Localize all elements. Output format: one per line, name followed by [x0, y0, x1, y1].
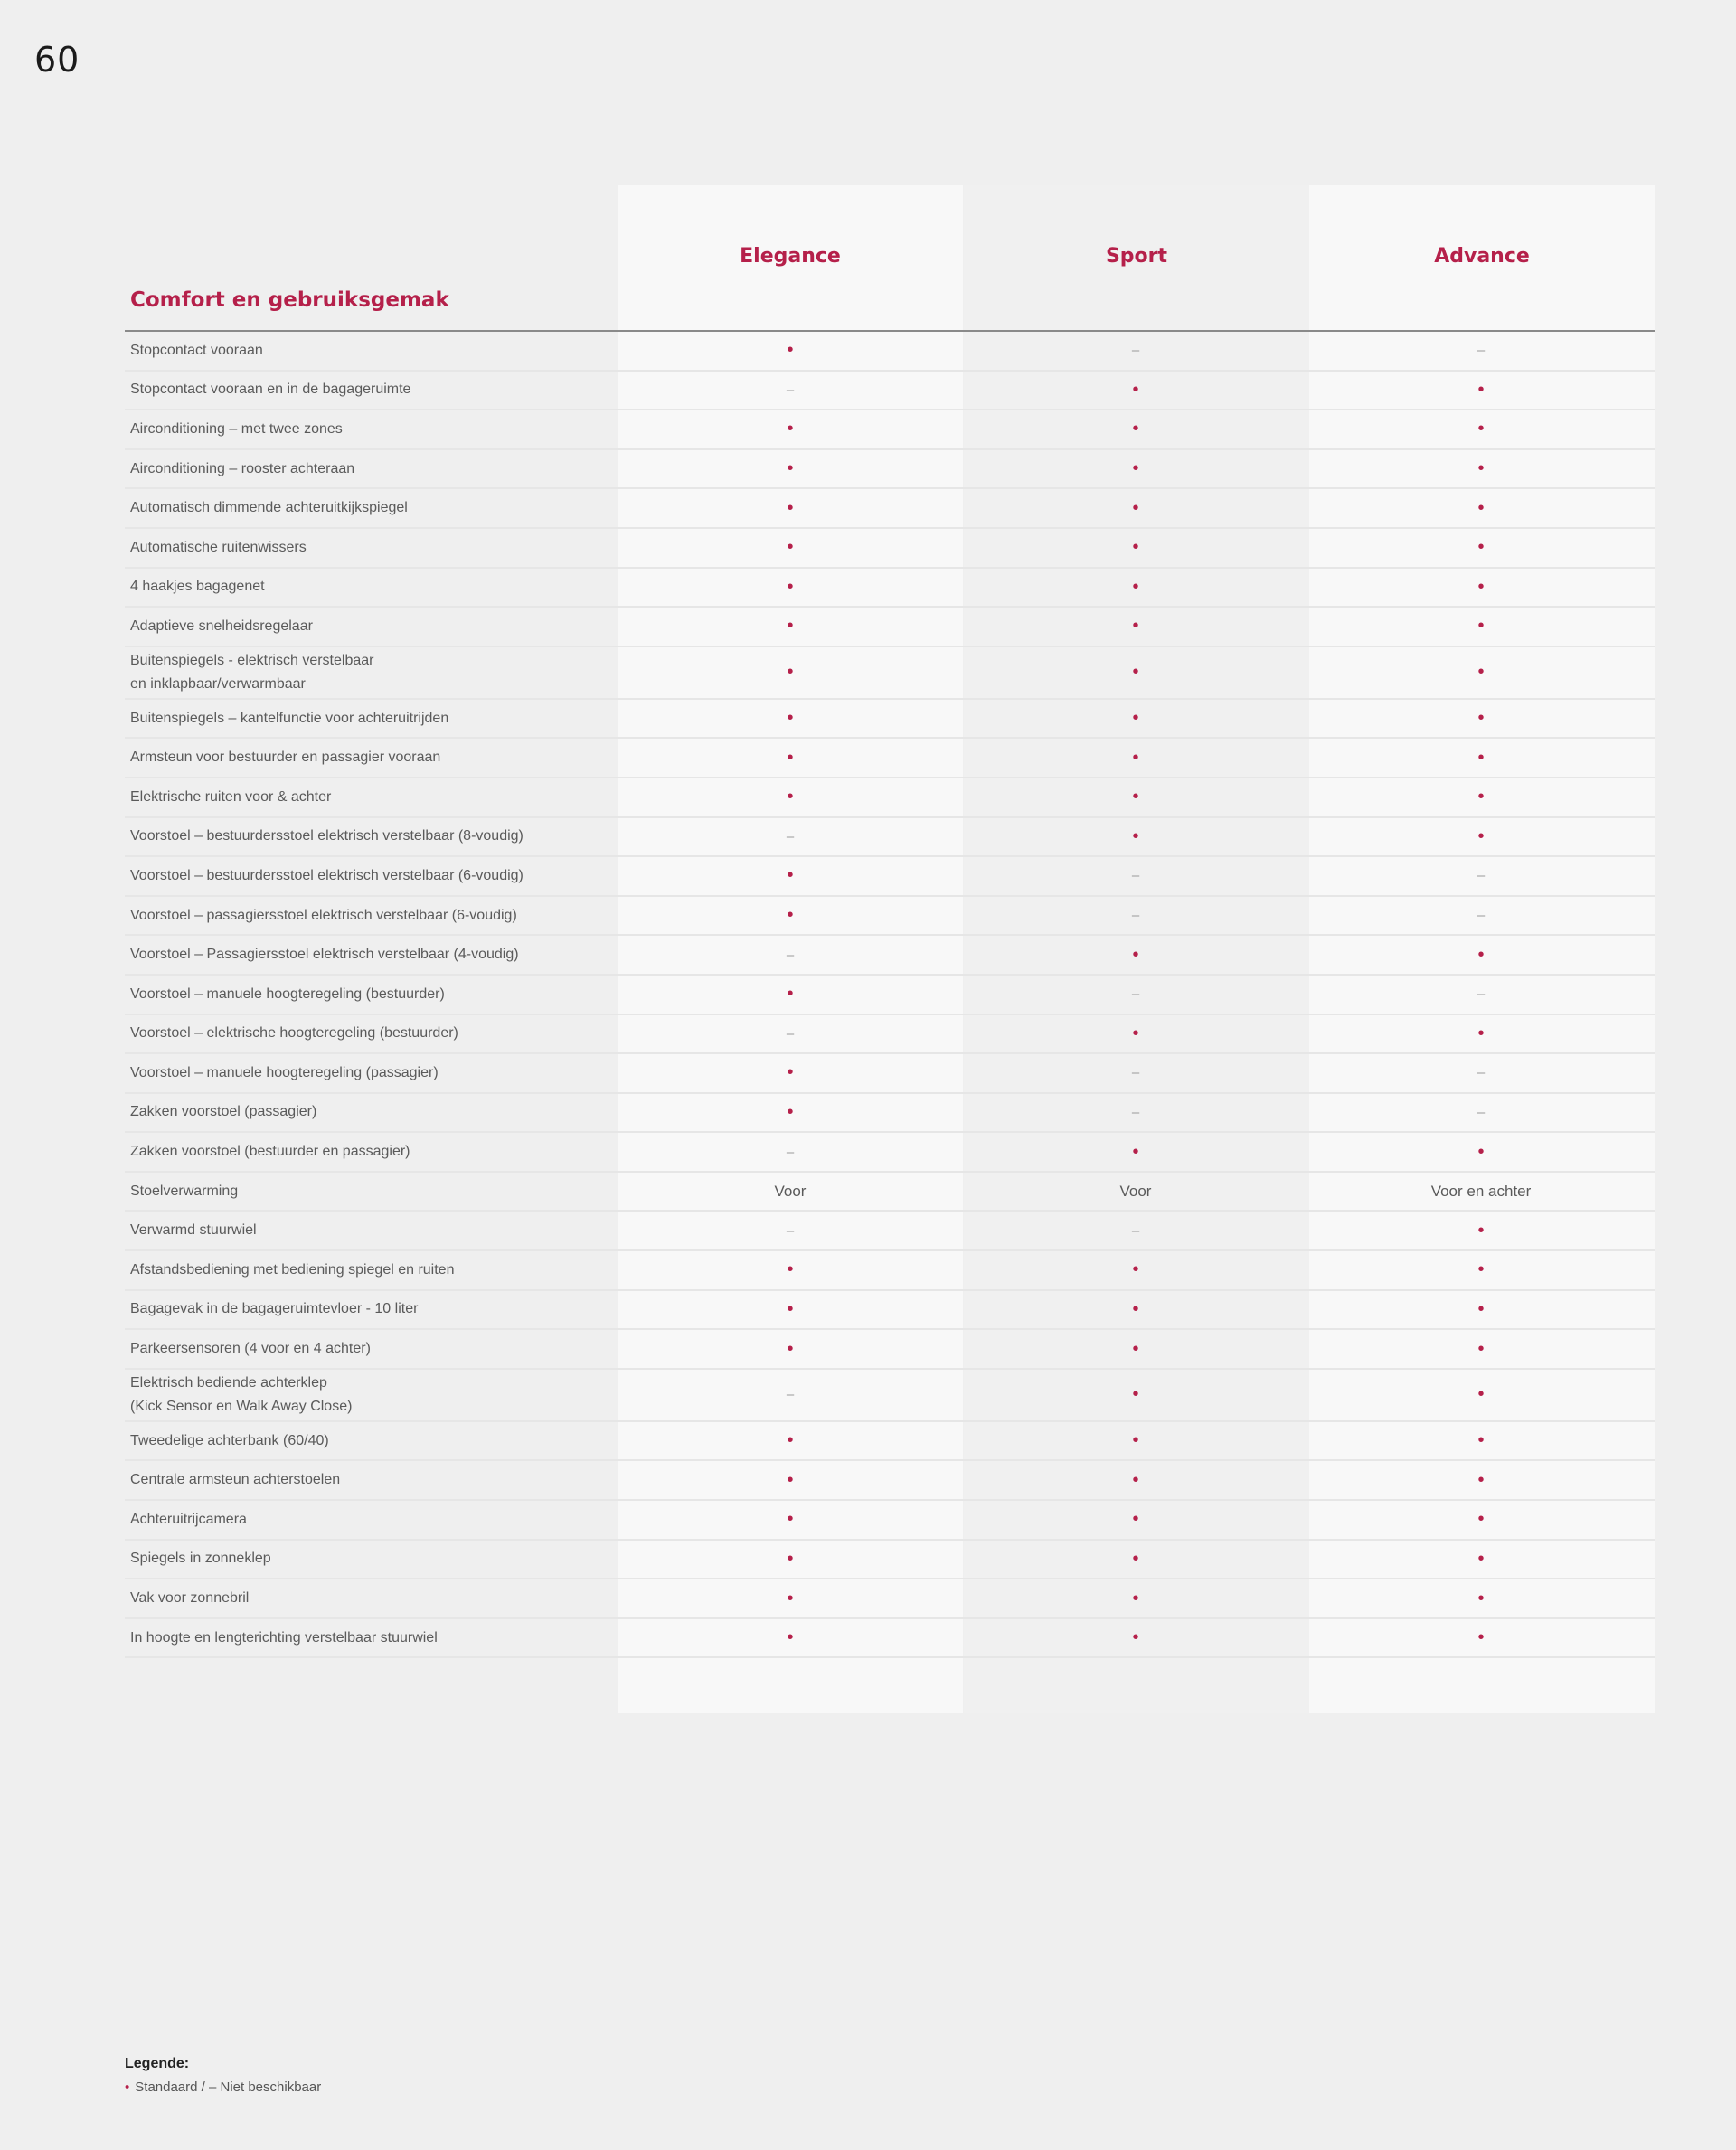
feature-label-line: Armsteun voor bestuurder en passagier vooraan — [130, 750, 441, 766]
table-row — [125, 739, 1655, 778]
cell-elegance: • — [787, 865, 794, 886]
trim-header-elegance: Elegance — [740, 245, 841, 268]
cell-advance: • — [1477, 662, 1485, 683]
feature-label — [125, 1429, 618, 1453]
trim-header-sport: Sport — [1105, 245, 1168, 268]
cell-elegance: • — [787, 497, 794, 518]
cell-advance: • — [1477, 1141, 1485, 1162]
table-row — [125, 1330, 1655, 1370]
cell-advance: • — [1477, 1469, 1485, 1490]
cell-advance: • — [1477, 708, 1485, 729]
cell-elegance: • — [787, 1101, 794, 1122]
cell-elegance: • — [787, 458, 794, 479]
table-row — [125, 647, 1655, 700]
cell-advance: • — [1477, 419, 1485, 439]
cell-elegance: – — [786, 828, 795, 844]
table-row — [125, 818, 1655, 858]
trim-header-advance: Advance — [1434, 245, 1530, 268]
feature-label-line: Airconditioning – rooster achteraan — [130, 460, 355, 476]
feature-label-line: Zakken voorstoel (bestuurder en passagier) — [130, 1144, 410, 1160]
table-row — [125, 410, 1655, 450]
cell-sport: – — [1131, 1065, 1140, 1081]
cell-elegance: – — [786, 1144, 795, 1160]
table-row — [125, 1094, 1655, 1134]
cell-sport: • — [1132, 537, 1139, 558]
table-row — [125, 608, 1655, 647]
feature-label-line: Bagagevak in de bagageruimtevloer - 10 liter — [130, 1301, 419, 1317]
table-row — [125, 1370, 1655, 1422]
cell-advance: – — [1477, 868, 1486, 884]
cell-sport: – — [1131, 1104, 1140, 1120]
cell-sport: • — [1132, 1384, 1139, 1405]
feature-label — [125, 339, 618, 363]
cell-advance: • — [1477, 1023, 1485, 1043]
feature-label — [125, 1547, 618, 1570]
table-body — [125, 332, 1655, 1658]
cell-advance: • — [1477, 1430, 1485, 1451]
legend-title: Legende: — [125, 2056, 190, 2071]
feature-label-line: Buitenspiegels - elektrisch verstelbaar — [130, 652, 374, 668]
cell-sport: Voor — [1119, 1182, 1152, 1200]
feature-label-line: Voorstoel – bestuurdersstoel elektrisch verstelbaar (8-voudig) — [130, 828, 524, 844]
feature-label-line: Voorstoel – bestuurdersstoel elektrisch verstelbaar (6-voudig) — [130, 867, 524, 883]
cell-elegance: – — [786, 382, 795, 398]
cell-elegance: • — [787, 1469, 794, 1490]
feature-label — [125, 1180, 618, 1203]
feature-label-line: Afstandsbediening met bediening spiegel en ruiten — [130, 1261, 455, 1278]
table-row — [125, 897, 1655, 937]
feature-label-line: en inklapbaar/verwarmbaar — [130, 675, 306, 692]
table-row — [125, 1541, 1655, 1580]
feature-label-line: Vak voor zonnebril — [130, 1590, 250, 1607]
feature-label — [125, 746, 618, 769]
standard-dot-icon: • — [125, 2079, 130, 2095]
cell-sport: • — [1132, 1588, 1139, 1608]
feature-label — [125, 457, 618, 481]
feature-label — [125, 825, 618, 848]
table-row — [125, 569, 1655, 608]
cell-elegance: • — [787, 1627, 794, 1648]
table-row — [125, 1054, 1655, 1094]
cell-advance: • — [1477, 1384, 1485, 1405]
table-row — [125, 778, 1655, 818]
feature-label-line: Parkeersensoren (4 voor en 4 achter) — [130, 1341, 371, 1357]
cell-advance: • — [1477, 497, 1485, 518]
cell-elegance: • — [787, 616, 794, 637]
cell-sport: • — [1132, 458, 1139, 479]
table-row — [125, 1133, 1655, 1173]
cell-elegance: • — [787, 537, 794, 558]
cell-elegance: • — [787, 1548, 794, 1569]
feature-label-line: Centrale armsteun achterstoelen — [130, 1472, 341, 1488]
cell-elegance: • — [787, 419, 794, 439]
cell-elegance: – — [786, 947, 795, 963]
cell-elegance: • — [787, 787, 794, 807]
cell-elegance: • — [787, 1430, 794, 1451]
feature-label — [125, 707, 618, 731]
feature-label — [125, 943, 618, 967]
cell-advance: – — [1477, 908, 1486, 924]
table-row — [125, 372, 1655, 411]
legend-text: Standaard / – Niet beschikbaar — [135, 2079, 322, 2095]
table-row — [125, 700, 1655, 740]
feature-label-line: Voorstoel – Passagiersstoel elektrisch verstelbaar (4-voudig) — [130, 947, 519, 963]
cell-advance: • — [1477, 747, 1485, 768]
feature-label — [125, 864, 618, 888]
feature-label-line: Achteruitrijcamera — [130, 1511, 247, 1527]
cell-advance: • — [1477, 616, 1485, 637]
cell-elegance: Voor — [774, 1182, 807, 1200]
page-number: 60 — [34, 40, 80, 80]
cell-elegance: – — [786, 1222, 795, 1239]
feature-label-line: Voorstoel – elektrische hoogteregeling (bestuurder) — [130, 1025, 458, 1042]
feature-label — [125, 1061, 618, 1085]
table-row — [125, 936, 1655, 976]
feature-label — [125, 575, 618, 599]
cell-advance: • — [1477, 1588, 1485, 1608]
feature-label-line: Stoelverwarming — [130, 1183, 239, 1199]
cell-elegance: • — [787, 662, 794, 683]
feature-label — [125, 1219, 618, 1242]
cell-advance: • — [1477, 1509, 1485, 1530]
feature-label-line: Tweedelige achterbank (60/40) — [130, 1432, 329, 1448]
cell-elegance: • — [787, 1588, 794, 1608]
feature-label-line: Elektrisch bediende achterklep — [130, 1374, 327, 1391]
feature-label-line: Voorstoel – manuele hoogteregeling (passagier) — [130, 1064, 439, 1080]
cell-elegance: • — [787, 1259, 794, 1280]
cell-elegance: • — [787, 984, 794, 1004]
cell-advance: • — [1477, 825, 1485, 846]
feature-label — [125, 378, 618, 401]
table-row — [125, 450, 1655, 490]
feature-label-line: Buitenspiegels – kantelfunctie voor achteruitrijden — [130, 710, 449, 726]
cell-sport: • — [1132, 944, 1139, 965]
table-row — [125, 1015, 1655, 1055]
feature-label-line: 4 haakjes bagagenet — [130, 579, 265, 595]
cell-advance: • — [1477, 379, 1485, 400]
cell-advance: • — [1477, 787, 1485, 807]
cell-elegance: • — [787, 708, 794, 729]
comparison-table — [125, 185, 1655, 1658]
cell-sport: • — [1132, 1548, 1139, 1569]
cell-elegance: – — [786, 1387, 795, 1403]
cell-advance: • — [1477, 1338, 1485, 1359]
cell-sport: • — [1132, 419, 1139, 439]
feature-label — [125, 904, 618, 928]
cell-sport: – — [1131, 986, 1140, 1003]
table-row — [125, 1291, 1655, 1331]
legend — [125, 2052, 321, 2099]
feature-label — [125, 983, 618, 1006]
table-row — [125, 1619, 1655, 1659]
feature-label — [125, 786, 618, 809]
feature-label — [125, 1508, 618, 1532]
table-row — [125, 1501, 1655, 1541]
feature-label — [125, 1100, 618, 1124]
cell-sport: • — [1132, 1023, 1139, 1043]
feature-label — [125, 1587, 618, 1610]
cell-sport: • — [1132, 379, 1139, 400]
feature-label-line: Airconditioning – met twee zones — [130, 420, 343, 437]
cell-advance: • — [1477, 1259, 1485, 1280]
cell-sport: • — [1132, 1141, 1139, 1162]
feature-label — [125, 1140, 618, 1164]
cell-advance: • — [1477, 1548, 1485, 1569]
table-row — [125, 1579, 1655, 1619]
cell-advance: • — [1477, 458, 1485, 479]
table-header — [125, 185, 1655, 332]
table-row — [125, 1461, 1655, 1501]
cell-elegance: • — [787, 1062, 794, 1083]
cell-sport: • — [1132, 1627, 1139, 1648]
cell-advance: • — [1477, 537, 1485, 558]
cell-sport: • — [1132, 708, 1139, 729]
feature-label — [125, 536, 618, 560]
cell-sport: • — [1132, 1509, 1139, 1530]
cell-sport: • — [1132, 576, 1139, 597]
cell-advance: • — [1477, 1627, 1485, 1648]
table-row — [125, 1422, 1655, 1462]
cell-elegance: • — [787, 905, 794, 926]
legend-entry — [125, 2076, 321, 2099]
feature-label — [125, 1022, 618, 1045]
cell-sport: • — [1132, 787, 1139, 807]
feature-label-line: Automatisch dimmende achteruitkijkspiegel — [130, 500, 408, 516]
feature-label-line: Spiegels in zonneklep — [130, 1551, 271, 1567]
cell-sport: – — [1131, 908, 1140, 924]
cell-elegance: • — [787, 340, 794, 361]
table-row — [125, 332, 1655, 372]
feature-label — [125, 615, 618, 638]
cell-sport: • — [1132, 1298, 1139, 1319]
feature-label-line: Elektrische ruiten voor & achter — [130, 788, 332, 805]
cell-elegance: • — [787, 576, 794, 597]
cell-sport: • — [1132, 1469, 1139, 1490]
cell-advance: – — [1477, 986, 1486, 1003]
feature-label — [125, 1259, 618, 1282]
cell-advance: • — [1477, 1298, 1485, 1319]
table-row — [125, 857, 1655, 897]
cell-advance: • — [1477, 1220, 1485, 1240]
feature-label-line: Voorstoel – manuele hoogteregeling (bestuurder) — [130, 985, 445, 1002]
cell-sport: • — [1132, 747, 1139, 768]
feature-label — [125, 1297, 618, 1321]
feature-label — [125, 1372, 618, 1419]
cell-elegance: • — [787, 1509, 794, 1530]
feature-label — [125, 1627, 618, 1650]
cell-elegance: • — [787, 747, 794, 768]
cell-sport: – — [1131, 1222, 1140, 1239]
cell-sport: • — [1132, 1430, 1139, 1451]
table-row — [125, 1212, 1655, 1251]
feature-label — [125, 1468, 618, 1492]
feature-label — [125, 496, 618, 520]
cell-elegance: – — [786, 1025, 795, 1042]
feature-label-line: Stopcontact vooraan en in de bagageruimte — [130, 382, 411, 398]
table-row — [125, 976, 1655, 1015]
cell-elegance: • — [787, 1298, 794, 1319]
feature-label-line: Zakken voorstoel (passagier) — [130, 1104, 317, 1120]
table-row — [125, 1251, 1655, 1291]
feature-label — [125, 1337, 618, 1361]
feature-label — [125, 418, 618, 441]
table-row — [125, 1173, 1655, 1212]
cell-advance: – — [1477, 343, 1486, 359]
feature-label — [125, 649, 618, 696]
cell-sport: • — [1132, 497, 1139, 518]
cell-advance: • — [1477, 576, 1485, 597]
table-row — [125, 529, 1655, 569]
cell-sport: • — [1132, 616, 1139, 637]
cell-advance: – — [1477, 1065, 1486, 1081]
cell-advance: – — [1477, 1104, 1486, 1120]
cell-sport: • — [1132, 1259, 1139, 1280]
feature-label-line: (Kick Sensor en Walk Away Close) — [130, 1398, 353, 1414]
feature-label-line: Stopcontact vooraan — [130, 342, 263, 358]
feature-label-line: In hoogte en lengterichting verstelbaar stuurwiel — [130, 1629, 438, 1646]
cell-advance: • — [1477, 944, 1485, 965]
section-title: Comfort en gebruiksgemak — [130, 288, 449, 312]
feature-label-line: Automatische ruitenwissers — [130, 539, 307, 555]
cell-sport: – — [1131, 343, 1140, 359]
feature-label-line: Adaptieve snelheidsregelaar — [130, 618, 313, 634]
table-row — [125, 489, 1655, 529]
cell-sport: • — [1132, 662, 1139, 683]
cell-advance: Voor en achter — [1430, 1182, 1532, 1200]
cell-sport: • — [1132, 825, 1139, 846]
feature-label-line: Verwarmd stuurwiel — [130, 1222, 257, 1239]
cell-sport: • — [1132, 1338, 1139, 1359]
cell-elegance: • — [787, 1338, 794, 1359]
cell-sport: – — [1131, 868, 1140, 884]
feature-label-line: Voorstoel – passagiersstoel elektrisch verstelbaar (6-voudig) — [130, 907, 517, 923]
